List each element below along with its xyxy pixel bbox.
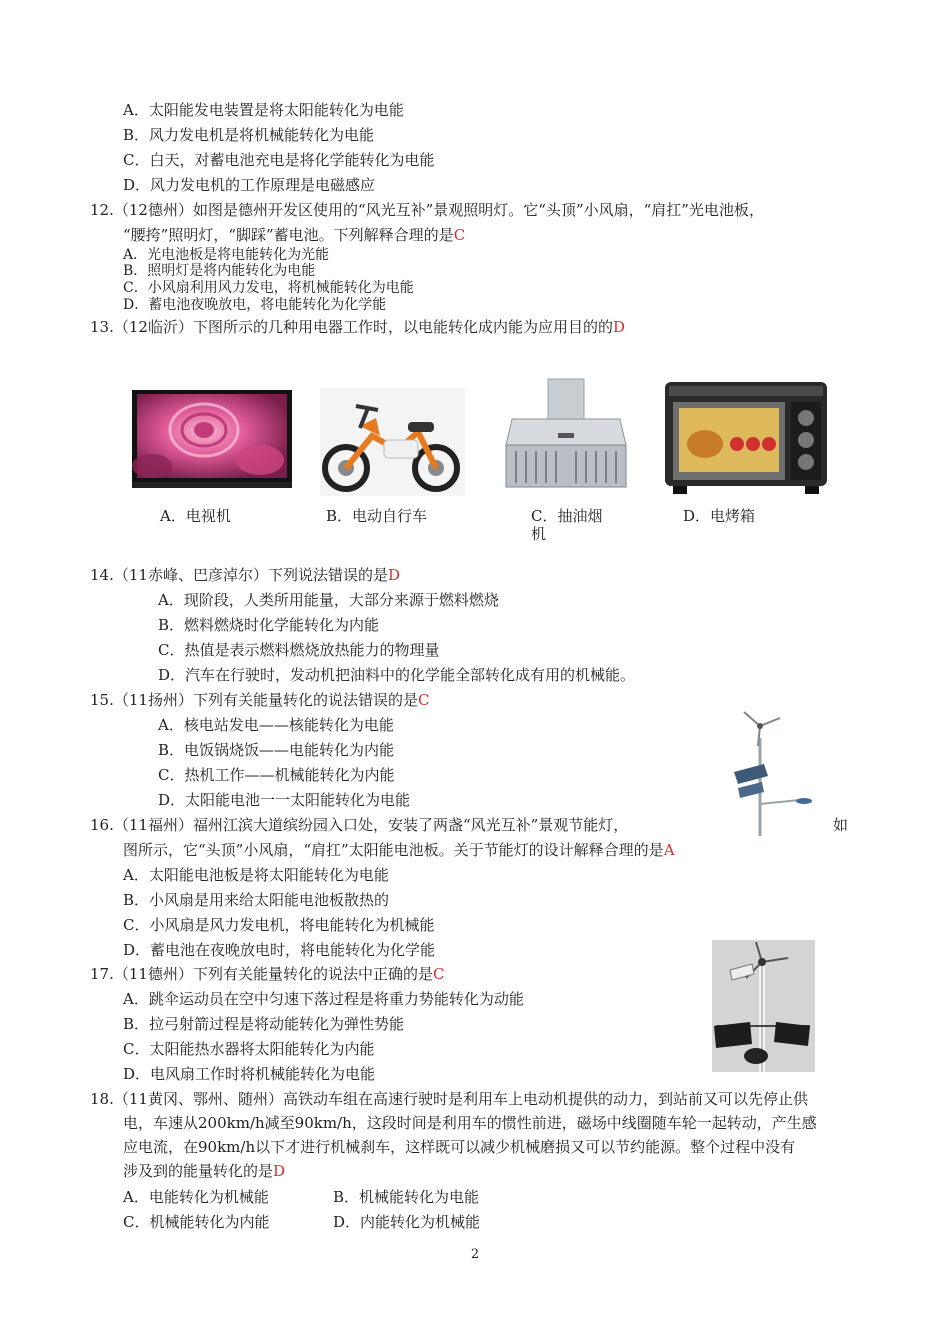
q12-answer: C [453,226,466,244]
q14-option-c: C．热值是表示燃料燃烧放热能力的物理量 [158,641,440,659]
q15-answer: C [417,691,430,709]
q13-caption-c-wrap: 机 [531,525,547,543]
q17-option-d: D．电风扇工作时将机械能转化为电能 [123,1065,376,1083]
q16-stem-line2: 图所示，它“头顶”小风扇，“肩扛”太阳能电池板。关于节能灯的设计解释合理的是A [123,841,675,859]
q11-option-a: A．太阳能发电装置是将太阳能转化为电能 [123,101,404,119]
q17-stem: 17.（11德州）下列有关能量转化的说法中正确的是C [90,965,445,983]
q12-stem-line2: “腰挎”照明灯，“脚踩”蓄电池。下列解释合理的是C [123,226,466,244]
q18-stem-line2: 电，车速从200km/h减至90km/h，这段时间是利用车的惯性前进，磁场中线圈随车轮一起转动，产生感 [123,1114,817,1132]
q16-option-b: B．小风扇是用来给太阳能电池板散热的 [123,891,390,909]
q12-stem-line1: 12.（12德州）如图是德州开发区使用的“风光互补”景观照明灯。它“头顶”小风扇，“肩扛”光电池板， [90,201,764,219]
q13-caption-c: C．抽油烟 [531,507,603,525]
q17-option-a: A．跳伞运动员在空中匀速下落过程是将重力势能转化为动能 [123,990,524,1008]
q13-caption-d: D．电烤箱 [683,507,756,525]
q16-stem-line1-tail: 如 [833,816,849,834]
electric-bicycle-image [320,388,465,496]
q15-option-d: D．太阳能电池一一太阳能转化为电能 [158,791,411,809]
q12-option-d: D．蓄电池夜晚放电，将电能转化为化学能 [123,297,387,313]
q15-option-c: C．热机工作——机械能转化为内能 [158,766,395,784]
q13-caption-b: B．电动自行车 [326,507,428,525]
q14-option-a: A．现阶段，人类所用能量，大部分来源于燃料燃烧 [158,591,499,609]
wind-turbine-solar-panel-image [712,940,815,1072]
wind-solar-street-lamp-image [724,708,824,836]
q18-stem-line3: 应电流，在90km/h以下才进行机械刹车，这样既可以减少机械磨损又可以节约能源。整个过程中没有 [123,1138,796,1156]
electric-oven-image [663,378,829,496]
q15-stem: 15.（11扬州）下列有关能量转化的说法错误的是C [90,691,430,709]
q16-answer: A [663,841,675,859]
q12-option-a: A．光电池板是将电能转化为光能 [123,247,330,263]
q15-option-a: A．核电站发电——核能转化为电能 [158,716,394,734]
q16-option-a: A．太阳能电池板是将太阳能转化为电能 [123,866,389,884]
q14-stem: 14.（11赤峰、巴彦淖尔）下列说法错误的是D [90,566,400,584]
q16-option-c: C．小风扇是风力发电机，将电能转化为机械能 [123,916,435,934]
q18-option-d: D．内能转化为机械能 [333,1213,481,1231]
q13-answer: D [612,318,625,336]
q11-option-b: B．风力发电机是将机械能转化为电能 [123,126,375,144]
q13-caption-a: A．电视机 [160,507,231,525]
page-number: 2 [470,1247,480,1262]
q18-option-b: B．机械能转化为电能 [333,1188,480,1206]
q11-option-d: D．风力发电机的工作原理是电磁感应 [123,176,376,194]
q17-option-b: B．拉弓射箭过程是将动能转化为弹性势能 [123,1015,405,1033]
q17-option-c: C．太阳能热水器将太阳能转化为内能 [123,1040,375,1058]
q18-option-a: A．电能转化为机械能 [123,1188,269,1206]
q16-option-d: D．蓄电池在夜晚放电时，将电能转化为化学能 [123,941,436,959]
q18-stem-line1: 18.（11黄冈、鄂州、随州）高铁动车组在高速行驶时是利用车上电动机提供的动力，到站前又可以先停止供 [90,1090,808,1108]
q15-option-b: B．电饭锅烧饭——电能转化为内能 [158,741,395,759]
q13-stem: 13.（12临沂）下图所示的几种用电器工作时，以电能转化成内能为应用目的的D [90,318,625,336]
q18-stem-line4: 涉及到的能量转化的是D [123,1162,286,1180]
q12-option-c: C．小风扇利用风力发电，将机械能转化为电能 [123,280,414,296]
q18-option-c: C．机械能转化为内能 [123,1213,270,1231]
q14-option-b: B．燃料燃烧时化学能转化为内能 [158,616,380,634]
tv-image [132,390,292,488]
range-hood-image [502,375,630,493]
q18-answer: D [273,1162,286,1180]
q16-stem-line1: 16.（11福州）福州江滨大道缤纷园入口处，安装了两盏“风光互补”景观节能灯， [90,816,629,834]
q14-option-d: D．汽车在行驶时，发动机把油料中的化学能全部转化成有用的机械能。 [158,666,636,684]
q12-option-b: B．照明灯是将内能转化为电能 [123,263,316,279]
q11-option-c: C．白天，对蓄电池充电是将化学能转化为电能 [123,151,435,169]
q14-answer: D [387,566,400,584]
q17-answer: C [432,965,445,983]
